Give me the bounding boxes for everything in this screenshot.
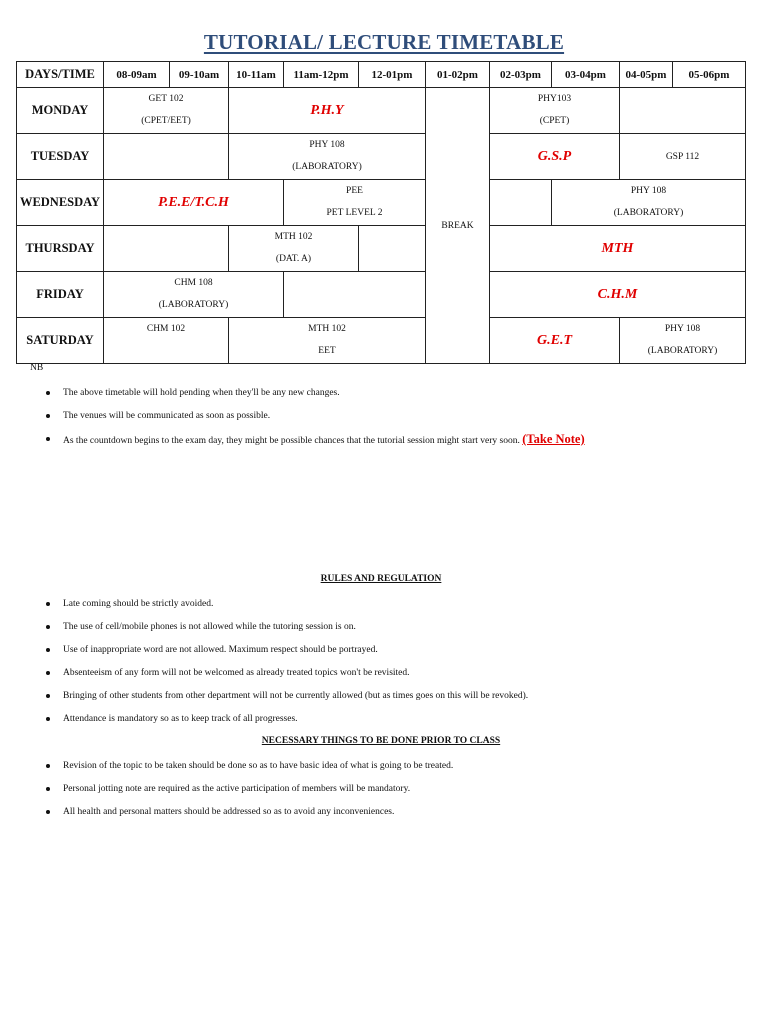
header-time: 09-10am xyxy=(170,62,229,88)
class-cell-highlight: P.E.E/T.C.H xyxy=(104,180,284,226)
empty-cell xyxy=(104,134,229,180)
class-cell-highlight: C.H.M xyxy=(490,272,746,318)
course-code: PHY 108 xyxy=(664,324,701,334)
class-cell-highlight: G.E.T xyxy=(490,318,620,364)
course-code: GET 102 xyxy=(148,94,184,104)
empty-cell xyxy=(104,226,229,272)
bullet-icon xyxy=(46,391,50,395)
bullet-icon xyxy=(46,694,50,698)
bullet-icon xyxy=(46,414,50,418)
bullet-icon xyxy=(46,810,50,814)
bullet-icon xyxy=(46,625,50,629)
class-cell: GSP 112 xyxy=(620,134,746,180)
header-time: 03-04pm xyxy=(552,62,620,88)
header-time: 02-03pm xyxy=(490,62,552,88)
course-note: (LABORATORY) xyxy=(647,346,718,356)
header-time: 01-02pm xyxy=(426,62,490,88)
course-note: (DAT. A) xyxy=(275,254,312,264)
class-cell-highlight: P.H.Y xyxy=(229,88,426,134)
list-item: Attendance is mandatory so as to keep track of all progresses. xyxy=(46,712,528,735)
course-code: MTH 102 xyxy=(274,232,313,242)
nb-label: NB xyxy=(30,363,44,373)
empty-cell xyxy=(620,88,746,134)
header-days-time: DAYS/TIME xyxy=(17,62,104,88)
list-item: Revision of the topic to be taken should be done so as to have basic idea of what is going to be treated. xyxy=(46,759,453,782)
rules-heading: RULES AND REGULATION xyxy=(320,574,442,584)
class-cell xyxy=(229,134,426,180)
day-label: WEDNESDAY xyxy=(17,180,104,226)
bullet-icon xyxy=(46,437,50,441)
list-item: Late coming should be strictly avoided. xyxy=(46,597,528,620)
header-time: 08-09am xyxy=(104,62,170,88)
list-item: The above timetable will hold pending when they'll be any new changes. xyxy=(46,386,585,409)
list-item: Bringing of other students from other department will not be currently allowed (but as times goes on this will be revoked). xyxy=(46,689,528,712)
header-time: 12-01pm xyxy=(359,62,426,88)
table-row-monday xyxy=(17,88,746,134)
empty-cell xyxy=(490,180,552,226)
class-cell xyxy=(104,272,284,318)
bullet-icon xyxy=(46,648,50,652)
timetable xyxy=(16,61,746,364)
course-note: EET xyxy=(318,346,336,356)
list-item: Use of inappropriate word are not allowed. Maximum respect should be portrayed. xyxy=(46,643,528,666)
prior-list xyxy=(46,759,453,828)
prior-heading: NECESSARY THINGS TO BE DONE PRIOR TO CLASS xyxy=(261,736,501,746)
day-label: SATURDAY xyxy=(17,318,104,364)
course-code: PHY 108 xyxy=(630,186,667,196)
header-time: 11am-12pm xyxy=(284,62,359,88)
list-item: As the countdown begins to the exam day, they might be possible chances that the tutorial session might start very soon. (Take Note) xyxy=(46,432,585,455)
class-cell-highlight: G.S.P xyxy=(490,134,620,180)
header-time: 10-11am xyxy=(229,62,284,88)
course-note: (LABORATORY) xyxy=(613,208,684,218)
course-note: (CPET) xyxy=(539,116,570,126)
header-time: 05-06pm xyxy=(673,62,746,88)
list-item: The venues will be communicated as soon as possible. xyxy=(46,409,585,432)
class-cell-highlight: MTH xyxy=(490,226,746,272)
class-cell xyxy=(284,180,426,226)
day-label: MONDAY xyxy=(17,88,104,134)
bullet-icon xyxy=(46,671,50,675)
day-label: FRIDAY xyxy=(17,272,104,318)
table-row-wednesday xyxy=(17,180,746,226)
bullet-icon xyxy=(46,602,50,606)
empty-cell xyxy=(284,272,426,318)
empty-cell xyxy=(359,226,426,272)
table-row-thursday xyxy=(17,226,746,272)
course-note: (LABORATORY) xyxy=(292,162,362,172)
course-code: CHM 102 xyxy=(146,324,186,334)
class-cell xyxy=(229,226,359,272)
table-row-saturday xyxy=(17,318,746,364)
nb-list xyxy=(46,386,585,455)
class-cell xyxy=(104,318,229,364)
day-label: THURSDAY xyxy=(17,226,104,272)
course-code: PEE xyxy=(346,186,363,196)
class-cell xyxy=(104,88,229,134)
course-code: PHY103 xyxy=(537,94,572,104)
header-row xyxy=(17,62,746,88)
bullet-icon xyxy=(46,717,50,721)
break-cell: BREAK xyxy=(426,88,490,364)
header-time: 04-05pm xyxy=(620,62,673,88)
page-title: TUTORIAL/ LECTURE TIMETABLE xyxy=(203,30,565,54)
course-note: (LABORATORY) xyxy=(158,300,229,310)
bullet-icon xyxy=(46,764,50,768)
list-item: The use of cell/mobile phones is not allowed while the tutoring session is on. xyxy=(46,620,528,643)
class-cell xyxy=(490,88,620,134)
course-code: MTH 102 xyxy=(308,324,346,334)
course-code: PHY 108 xyxy=(309,140,345,150)
list-item: All health and personal matters should be addressed so as to avoid any inconveniences. xyxy=(46,805,453,828)
course-note: (CPET/EET) xyxy=(141,116,191,126)
bullet-icon xyxy=(46,787,50,791)
rules-list xyxy=(46,597,528,735)
class-cell xyxy=(229,318,426,364)
course-note: PET LEVEL 2 xyxy=(326,208,383,218)
day-label: TUESDAY xyxy=(17,134,104,180)
list-item: Absenteeism of any form will not be welcomed as already treated topics won't be revisited. xyxy=(46,666,528,689)
table-row-friday xyxy=(17,272,746,318)
table-row-tuesday xyxy=(17,134,746,180)
take-note-label: (Take Note) xyxy=(522,432,585,446)
course-code: CHM 108 xyxy=(174,278,213,288)
list-item: Personal jotting note are required as the active participation of members will be mandatory. xyxy=(46,782,453,805)
class-cell xyxy=(620,318,746,364)
class-cell xyxy=(552,180,746,226)
